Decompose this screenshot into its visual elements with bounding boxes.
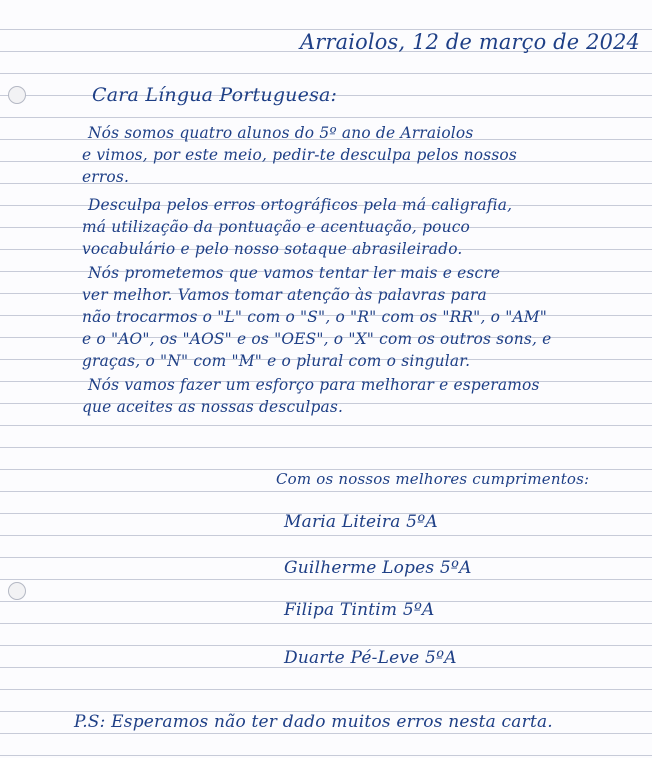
letter-body-line: má utilização da pontuação e acentuação, pouco [82,218,470,236]
letter-body-line: Nós vamos fazer um esforço para melhorar e esperamos [88,376,540,394]
letter-date: Arraiolos, 12 de março de 2024 [300,30,641,54]
letter-body-line: Nós prometemos que vamos tentar ler mais e escre [88,264,501,282]
binder-hole [8,86,26,104]
letter-body-line: erros. [82,168,130,186]
signature: Duarte Pé-Leve 5ºA [284,648,457,668]
letter-body-line: ver melhor. Vamos tomar atenção às palavras para [82,286,487,304]
signature: Maria Liteira 5ºA [284,512,438,532]
letter-body-line: Nós somos quatro alunos do 5º ano de Arraiolos [88,124,474,142]
letter-closing: Com os nossos melhores cumprimentos: [276,470,590,488]
letter-body-line: que aceites as nossas desculpas. [82,398,344,416]
letter-body-line: não trocarmos o "L" com o "S", o "R" com os "RR", o "AM" [82,308,548,326]
letter-body-line: vocabulário e pelo nosso sotaque abrasileirado. [82,240,463,258]
letter-body-line: e vimos, por este meio, pedir-te desculpa pelos nossos [82,146,517,164]
letter-salutation: Cara Língua Portuguesa: [92,84,338,106]
letter-body-line: e o "AO", os "AOS" e os "OES", o "X" com os outros sons, e [82,330,552,348]
letter-postscript: P.S: Esperamos não ter dado muitos erros nesta carta. [74,712,553,732]
signature: Guilherme Lopes 5ºA [284,558,472,578]
letter-body-line: graças, o "N" com "M" e o plural com o singular. [82,352,471,370]
signature: Filipa Tintim 5ºA [284,600,435,620]
letter-body-line: Desculpa pelos erros ortográficos pela má caligrafia, [88,196,513,214]
binder-hole [8,582,26,600]
